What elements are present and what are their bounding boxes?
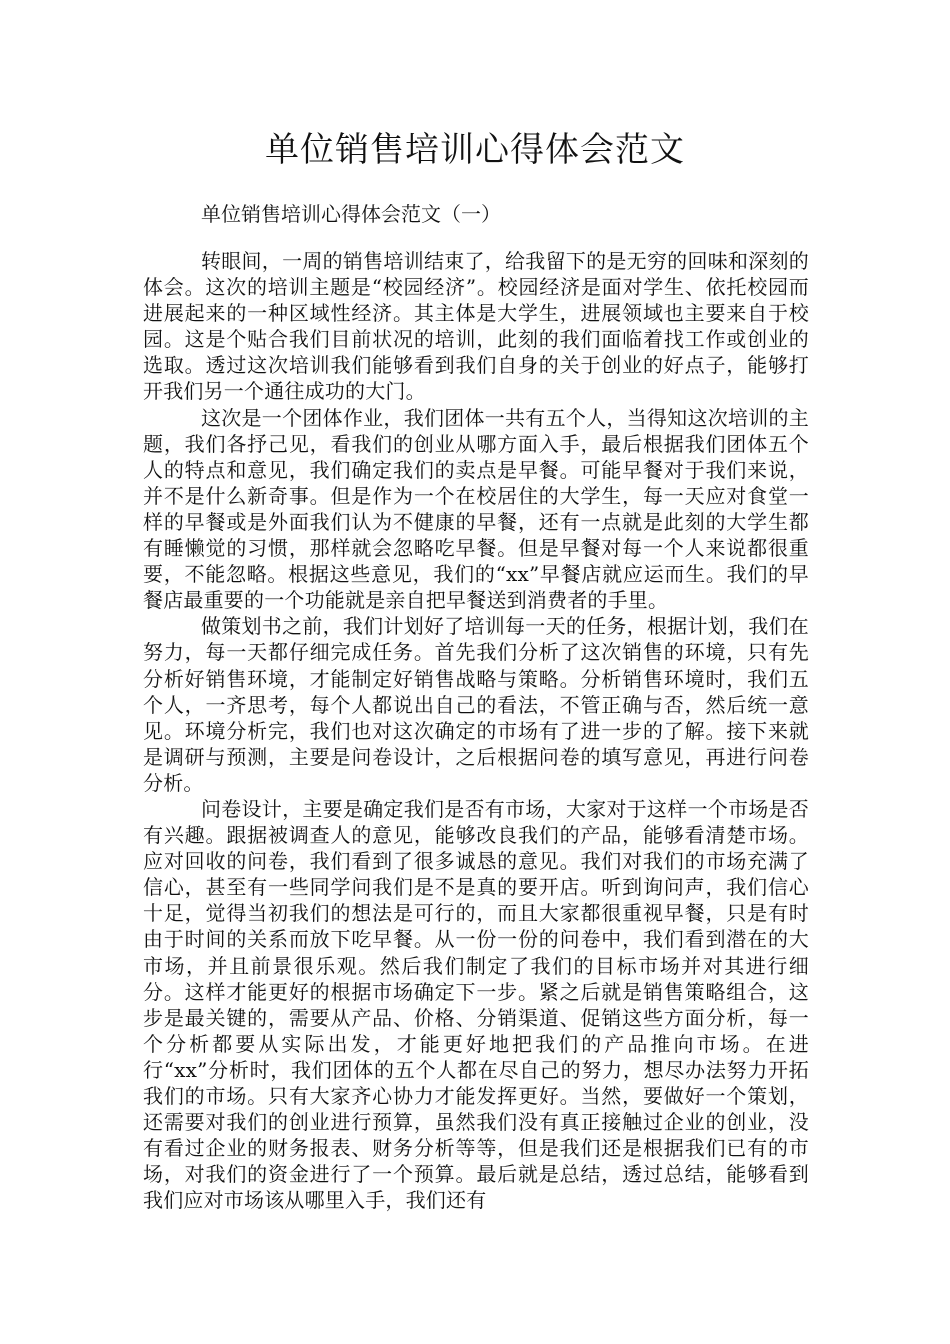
paragraph-1: 转眼间，一周的销售培训结束了，给我留下的是无穷的回味和深刻的体会。这次的培训主题是“校园经济”。校园经济是面对学生、依托校园而进展起来的一种区域性经济。其主体是大学生，进展领域也主要来自于校园。这是个贴合我们目前状况的培训，此刻的我们面临着找工作或创业的选取。透过这次培训我们能够看到我们自身的关于创业的好点子，能够打开我们另一个通往成功的大门。 <box>143 249 809 404</box>
paragraph-4: 问卷设计，主要是确定我们是否有市场，大家对于这样一个市场是否有兴趣。跟据被调查人的意见，能够改良我们的产品，能够看清楚市场。应对回收的问卷，我们看到了很多诚恳的意见。我们对我们的市场充满了信心，甚至有一些同学问我们是不是真的要开店。听到询问声，我们信心十足，觉得当初我们的想法是可行的，而且大家都很重视早餐，只是有时由于时间的关系而放下吃早餐。从一份一份的问卷中，我们看到潜在的大市场，并且前景很乐观。然后我们制定了我们的目标市场并对其进行细分。这样才能更好的根据市场确定下一步。紧之后就是销售策略组合，这步是最关键的，需要从产品、价格、分销渠道、促销这些方面分析，每一个分析都要从实际出发，才能更好地把我们的产品推向市场。在进行“xx”分析时，我们团体的五个人都在尽自己的努力，想尽办法努力开拓我们的市场。只有大家齐心协力才能发挥更好。当然，要做好一个策划，还需要对我们的创业进行预算，虽然我们没有真正接触过企业的创业，没有看过企业的财务报表、财务分析等等，但是我们还是根据我们已有的市场，对我们的资金进行了一个预算。最后就是总结，透过总结，能够看到我们应对市场该从哪里入手，我们还有 <box>143 796 809 1213</box>
document-body <box>143 248 809 1213</box>
document-title: 单位销售培训心得体会范文 <box>265 130 685 170</box>
paragraph-3: 做策划书之前，我们计划好了培训每一天的任务，根据计划，我们在努力，每一天都仔细完成任务。首先我们分析了这次销售的环境，只有先分析好销售环境，才能制定好销售战略与策略。分析销售环境时，我们五个人，一齐思考，每个人都说出自己的看法，不管正确与否，然后统一意见。环境分析完，我们也对这次确定的市场有了进一步的了解。接下来就是调研与预测，主要是问卷设计，之后根据问卷的填写意见，再进行问卷分析。 <box>143 614 809 795</box>
document-subtitle: 单位销售培训心得体会范文（一） <box>201 202 501 226</box>
paragraph-2: 这次是一个团体作业，我们团体一共有五个人，当得知这次培训的主题，我们各抒己见，看我们的创业从哪方面入手，最后根据我们团体五个人的特点和意见，我们确定我们的卖点是早餐。可能早餐对于我们来说，并不是什么新奇事。但是作为一个在校居住的大学生，每一天应对食堂一样的早餐或是外面我们认为不健康的早餐，还有一点就是此刻的大学生都有睡懒觉的习惯，那样就会忽略吃早餐。但是早餐对每一个人来说都很重要，不能忽略。根据这些意见，我们的“xx”早餐店就应运而生。我们的早餐店最重要的一个功能就是亲自把早餐送到消费者的手里。 <box>143 405 809 613</box>
